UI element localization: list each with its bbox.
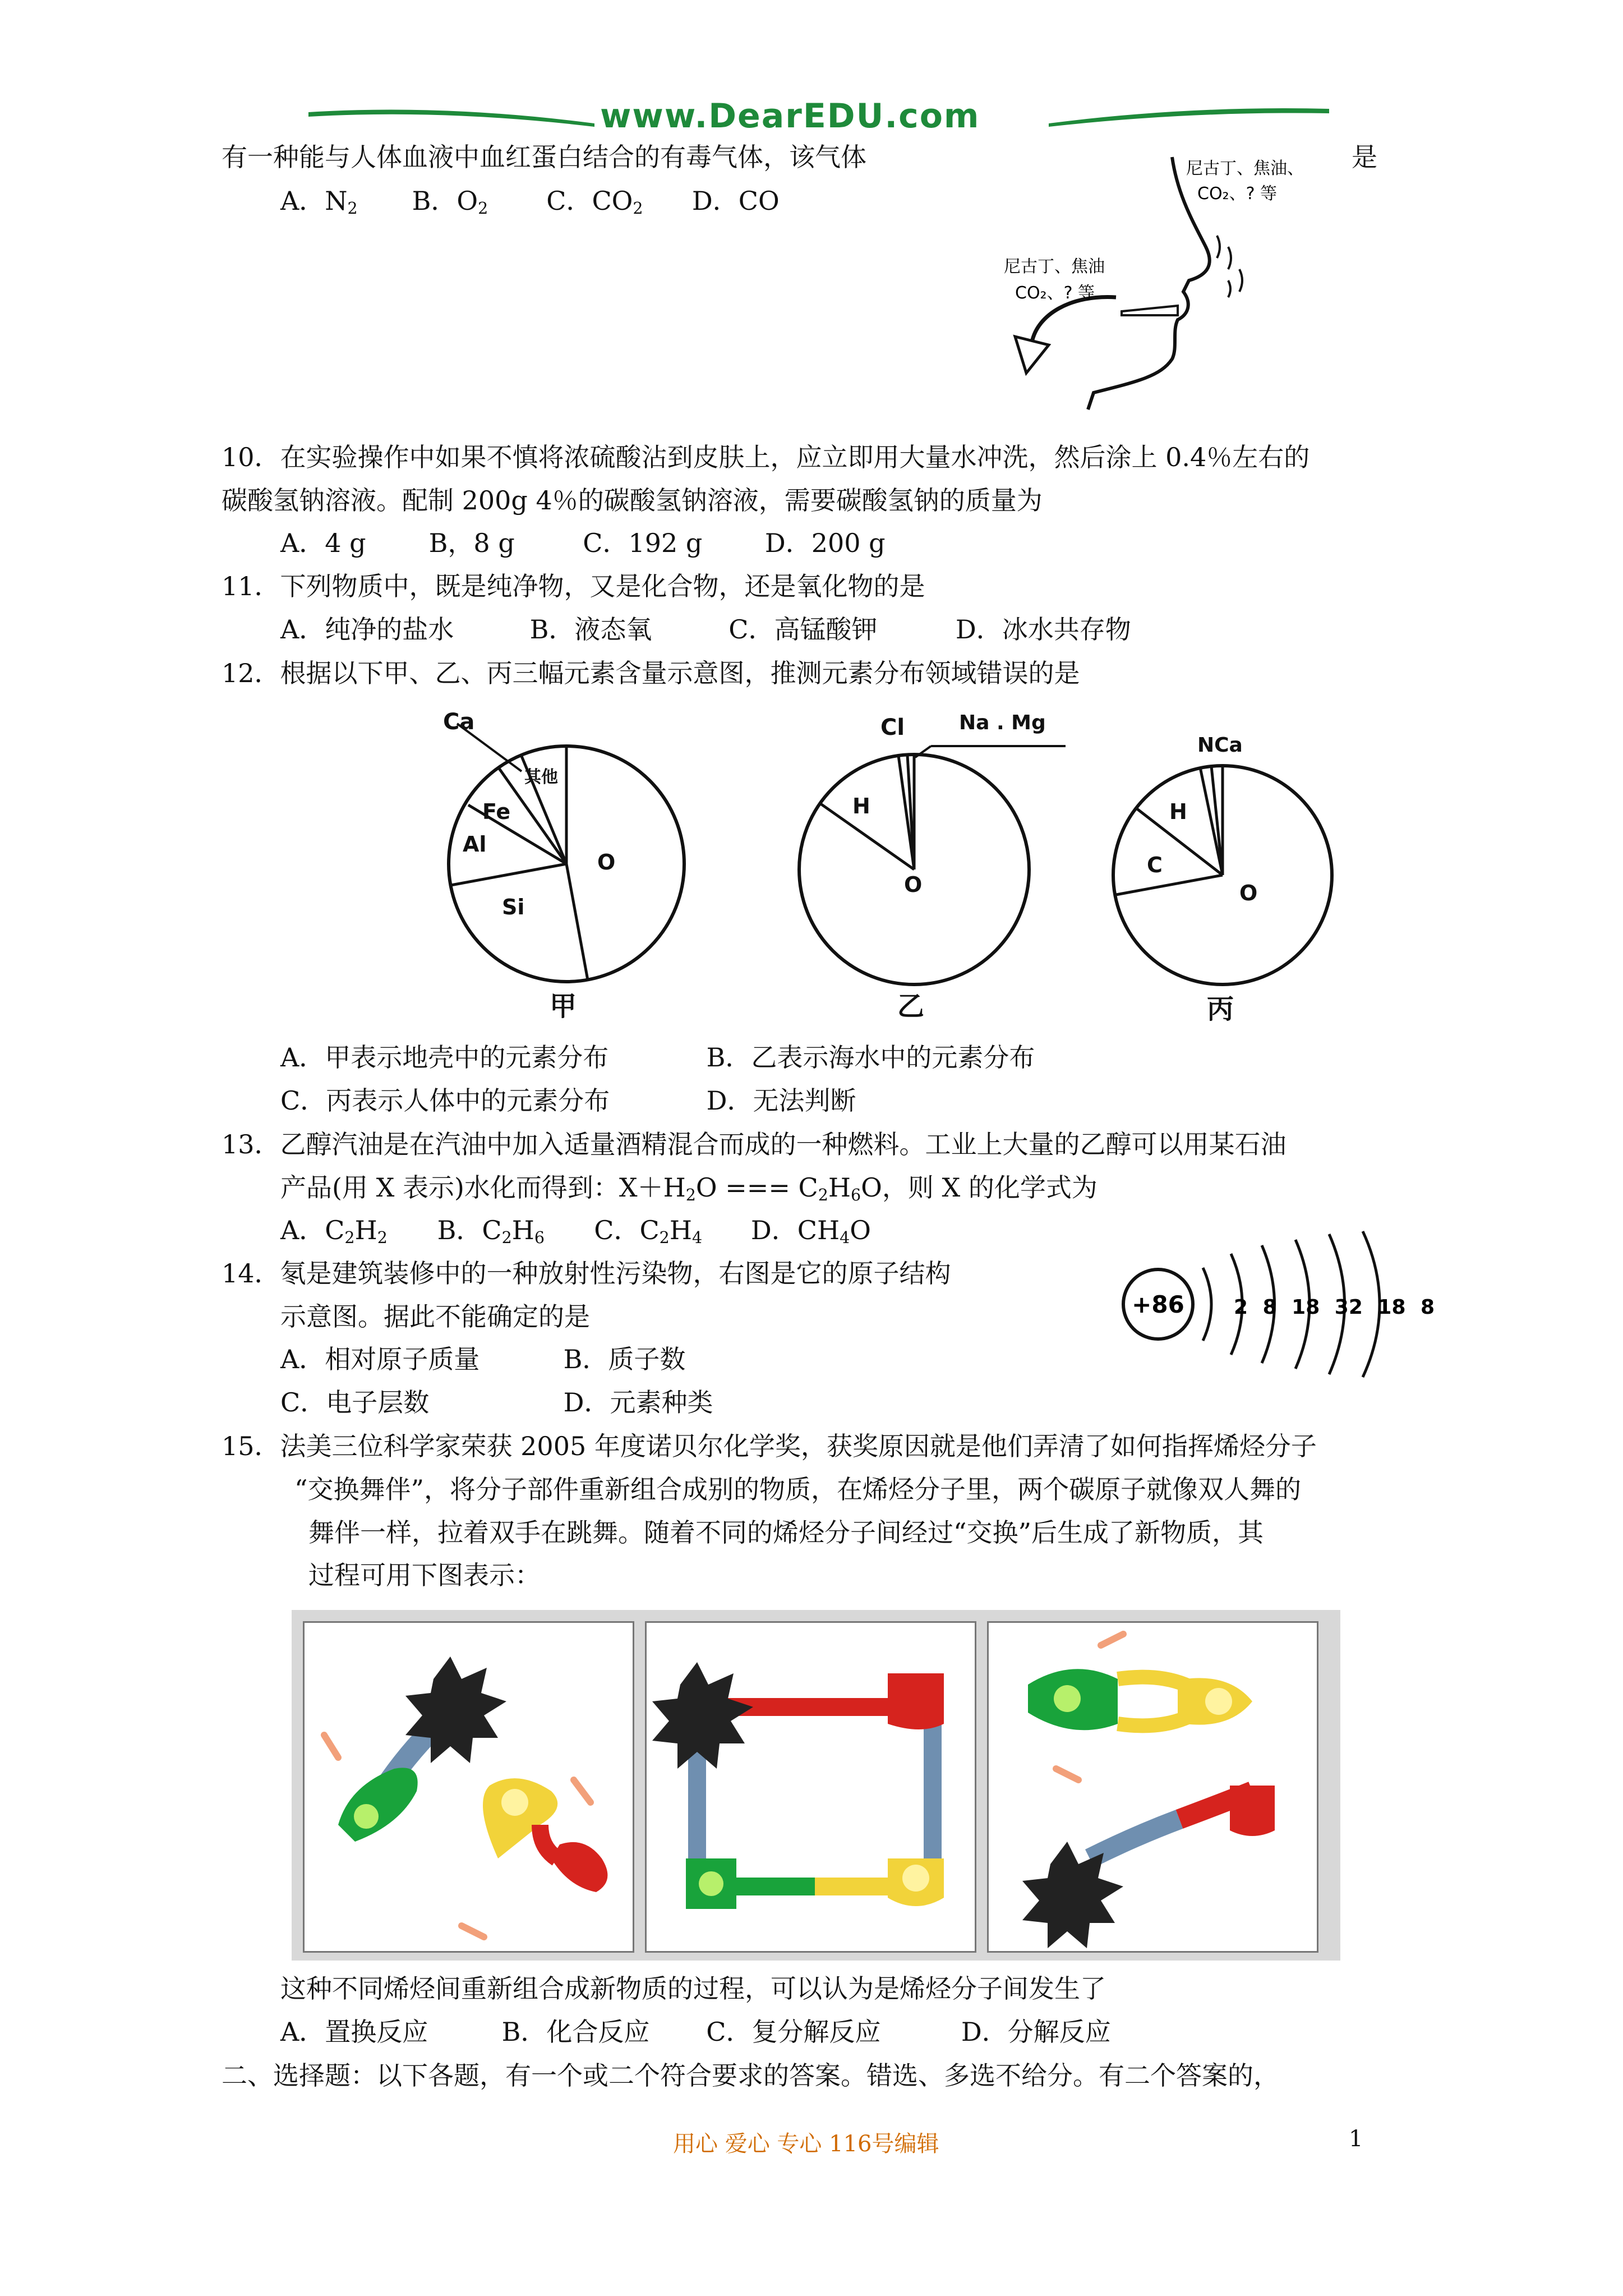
pie-bing-label-o: O	[1239, 881, 1258, 905]
figure-label-2: CO₂、? 等	[1197, 184, 1278, 204]
q9-stem: 有一种能与人体血液中血红蛋白结合的有毒气体，该气体	[222, 142, 866, 172]
atom-nucleus: +86	[1132, 1291, 1184, 1318]
q9-option-c[interactable]: C．$CO_2$	[546, 186, 643, 218]
pie-yi-label-cl: Cl	[880, 715, 905, 740]
q13-option-d[interactable]: D．$CH_4O$	[750, 1215, 871, 1248]
metathesis-panel-2	[645, 1621, 976, 1953]
pie-jia-label-si: Si	[502, 895, 525, 919]
q14-option-b[interactable]: B．质子数	[563, 1344, 686, 1374]
pie-yi	[799, 711, 1066, 1022]
q13-line2: 产品(用 X 表示)水化而得到：$X+H_2O$ === $C_2H_6O$，则 X 的化学式为	[280, 1172, 1098, 1205]
q12-option-c[interactable]: C．丙表示人体中的元素分布	[280, 1085, 610, 1116]
section2-heading: 二、选择题：以下各题，有一个或二个符合要求的答案。错选、多选不给分。有二个答案的，	[222, 2060, 1279, 2091]
q14-option-c[interactable]: C．电子层数	[280, 1387, 430, 1418]
q12-options-row1	[280, 1041, 1035, 1074]
q12-stem: 12．根据以下甲、乙、丙三幅元素含量示意图，推测元素分布领域错误的是	[222, 658, 1080, 688]
q9-option-d[interactable]: D．CO	[691, 186, 780, 216]
q10-option-b[interactable]: B，8 g	[428, 528, 515, 558]
q10-option-a[interactable]: A．4 g	[280, 528, 366, 558]
pie-yi-label-namg: Na . Mg	[959, 711, 1046, 734]
q10-option-c[interactable]: C．192 g	[583, 528, 703, 558]
pie-bing	[1113, 734, 1332, 1025]
pie-jia-label-al: Al	[463, 832, 487, 857]
pie-jia	[443, 709, 684, 1022]
q14-options-row1	[280, 1342, 685, 1376]
q11-options	[280, 613, 1131, 646]
footer-text: 用心 爱心 专心 116号编辑	[673, 2131, 939, 2157]
q13-option-a[interactable]: A．$C_2H_2$	[280, 1215, 388, 1248]
q12-option-d[interactable]: D．无法判断	[706, 1085, 856, 1116]
figure-label-3: 尼古丁、焦油	[1004, 257, 1105, 277]
radon-atom-diagram	[1116, 1228, 1435, 1397]
pie-jia-caption: 甲	[550, 991, 577, 1022]
atom-shell-electrons: 2 8 18 32 18 8	[1234, 1296, 1435, 1319]
q15-option-d[interactable]: D．分解反应	[961, 2017, 1111, 2047]
q10-line1: 10．在实验操作中如果不慎将浓硫酸沾到皮肤上，应立即用大量水冲洗，然后涂上 0.4％左右的	[222, 442, 1310, 472]
page-number: 1	[1349, 2126, 1363, 2152]
q14-option-a[interactable]: A．相对原子质量	[280, 1344, 480, 1374]
q9-option-a[interactable]: A．$N_2$	[280, 186, 358, 218]
q11-option-c[interactable]: C．高锰酸钾	[728, 614, 878, 645]
q15-line2: “交换舞伴”，将分子部件重新组合成别的物质，在烯烃分子里，两个碳原子就像双人舞的	[294, 1474, 1302, 1504]
smoking-face-figure	[993, 151, 1352, 415]
pie-yi-label-o: O	[904, 872, 923, 897]
q11-option-d[interactable]: D．冰水共存物	[955, 614, 1131, 645]
q15-option-a[interactable]: A．置换反应	[280, 2017, 428, 2047]
q13-line1: 13．乙醇汽油是在汽油中加入适量酒精混合而成的一种燃料。工业上大量的乙醇可以用某石油	[222, 1129, 1287, 1159]
q9-options	[280, 184, 780, 226]
pie-jia-label-fe: Fe	[482, 799, 511, 824]
q12-option-b[interactable]: B．乙表示海水中的元素分布	[706, 1042, 1035, 1073]
q15-options	[280, 2015, 1111, 2049]
q14-line2: 示意图。据此不能确定的是	[280, 1301, 590, 1332]
q10-option-d[interactable]: D．200 g	[764, 528, 886, 558]
q15-line3: 舞伴一样，拉着双手在跳舞。随着不同的烯烃分子间经过“交换”后生成了新物质，其	[308, 1517, 1264, 1548]
q14-option-d[interactable]: D．元素种类	[563, 1387, 713, 1418]
q10-line2: 碳酸氢钠溶液。配制 200g 4％的碳酸氢钠溶液，需要碳酸氢钠的质量为	[222, 485, 1043, 516]
q14-line1: 14．氡是建筑装修中的一种放射性污染物，右图是它的原子结构	[222, 1258, 951, 1289]
metathesis-panel-3	[987, 1621, 1318, 1953]
q12-options-row2	[280, 1084, 856, 1117]
figure-label-4: CO₂、? 等	[1015, 283, 1095, 303]
pie-bing-label-h: H	[1169, 799, 1187, 824]
q9-option-b[interactable]: B．$O_2$	[412, 186, 488, 218]
q15-line4: 过程可用下图表示：	[308, 1560, 541, 1590]
q9-stem-end: 是	[1352, 142, 1377, 172]
pie-bing-label-nca: NCa	[1197, 734, 1243, 757]
pie-jia-label-other: 其他	[524, 767, 558, 787]
q15-line1: 15．法美三位科学家荣获 2005 年度诺贝尔化学奖，获奖原因就是他们弄清了如何指挥烯烃分子	[222, 1431, 1317, 1461]
q13-option-c[interactable]: C．$C_2H_4$	[594, 1215, 703, 1248]
q13-option-b[interactable]: B．$C_2H_6$	[437, 1215, 545, 1248]
site-logo-text[interactable]: www.DearEDU.com	[600, 96, 980, 136]
q11-option-b[interactable]: B．液态氧	[529, 614, 652, 645]
figure-label-1: 尼古丁、焦油、	[1186, 159, 1304, 178]
pie-jia-label-o: O	[597, 850, 616, 875]
q14-options-row2	[280, 1386, 713, 1419]
pie-yi-caption: 乙	[897, 991, 925, 1022]
metathesis-panel-1	[303, 1621, 634, 1953]
q12-option-a[interactable]: A．甲表示地壳中的元素分布	[280, 1042, 609, 1073]
q13-options	[280, 1213, 871, 1255]
q15-option-c[interactable]: C．复分解反应	[706, 2017, 881, 2047]
pie-jia-label-ca: Ca	[443, 709, 475, 735]
pie-bing-caption: 丙	[1207, 993, 1234, 1025]
pie-bing-label-c: C	[1147, 853, 1163, 877]
q10-options	[280, 526, 886, 560]
q11-stem: 11．下列物质中，既是纯净物，又是化合物，还是氧化物的是	[222, 571, 925, 601]
q15-option-b[interactable]: B．化合反应	[501, 2017, 650, 2047]
pie-yi-label-h: H	[852, 794, 870, 818]
q15-conclusion: 这种不同烯烃间重新组合成新物质的过程，可以认为是烯烃分子间发生了	[280, 1973, 1106, 2004]
element-pie-charts	[437, 701, 1363, 1027]
q11-option-a[interactable]: A．纯净的盐水	[280, 614, 454, 645]
